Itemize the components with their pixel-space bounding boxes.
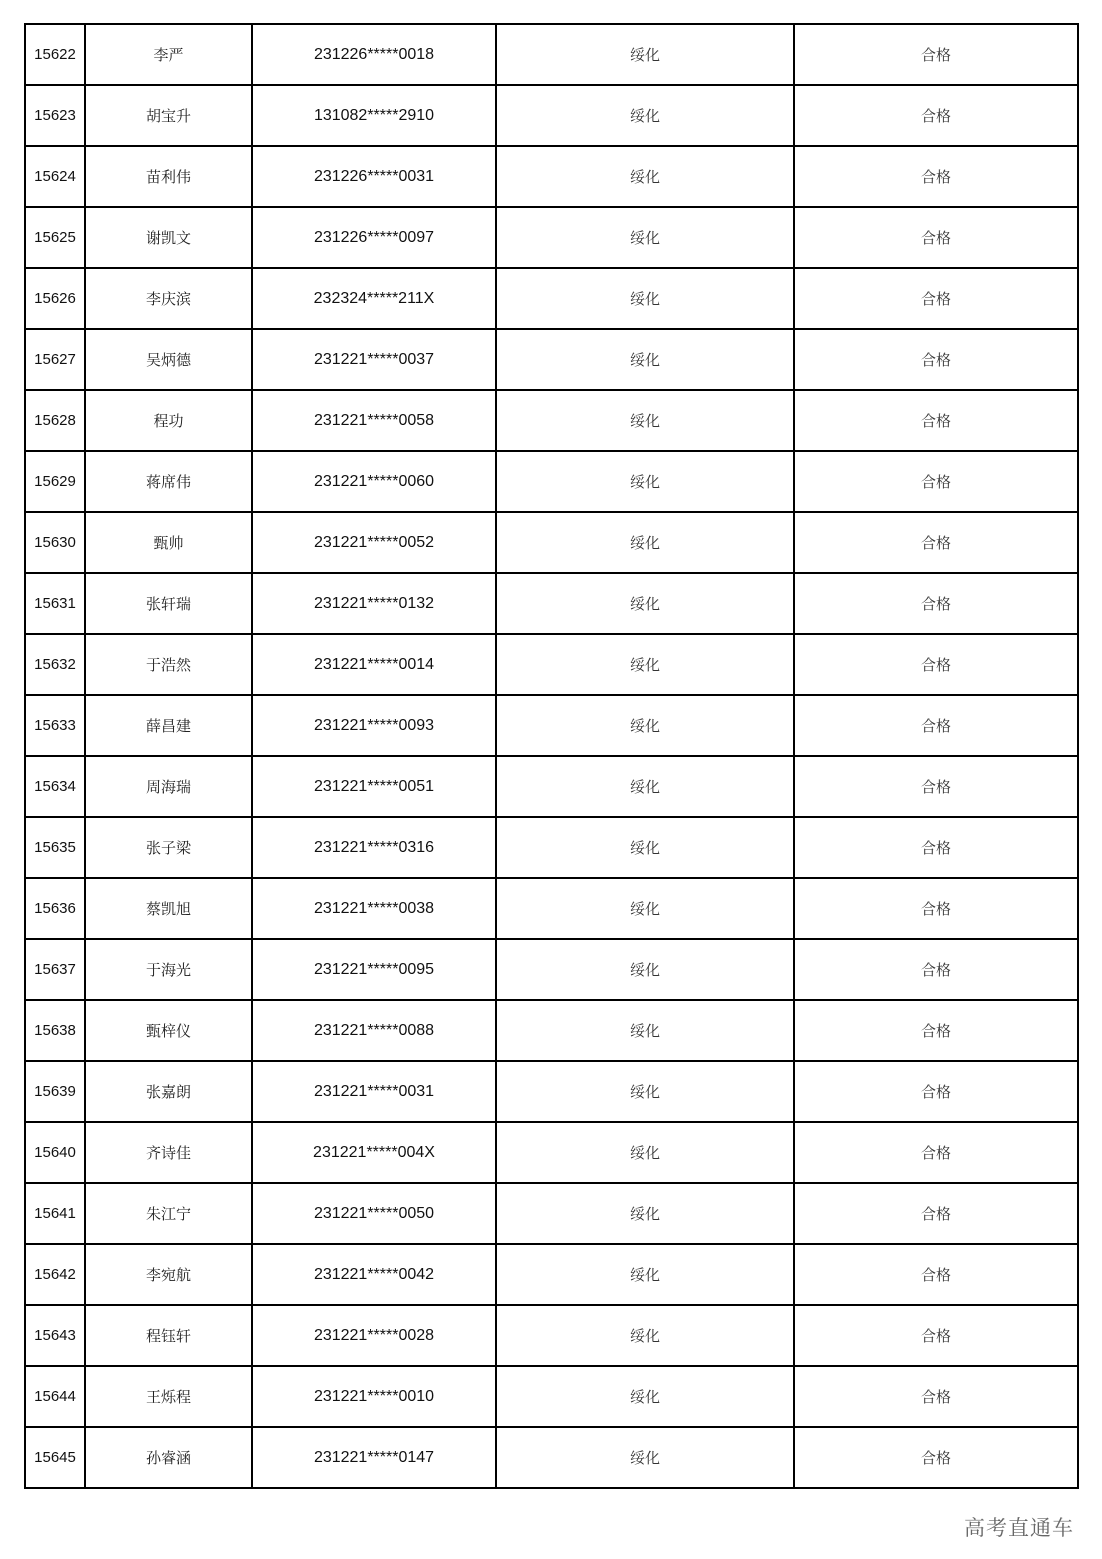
table-row bbox=[25, 329, 1078, 390]
region-cell: 绥化 bbox=[496, 85, 794, 146]
result-cell: 合格 bbox=[794, 1000, 1078, 1061]
name-cell: 朱江宁 bbox=[85, 1183, 252, 1244]
serial-number-cell: 15642 bbox=[25, 1244, 85, 1305]
result-cell: 合格 bbox=[794, 573, 1078, 634]
result-cell: 合格 bbox=[794, 1122, 1078, 1183]
serial-number-cell: 15645 bbox=[25, 1427, 85, 1488]
id-number-cell: 231221*****0037 bbox=[252, 329, 496, 390]
region-cell: 绥化 bbox=[496, 1000, 794, 1061]
result-cell: 合格 bbox=[794, 634, 1078, 695]
id-number-cell: 231226*****0097 bbox=[252, 207, 496, 268]
id-number-cell: 231221*****0088 bbox=[252, 1000, 496, 1061]
id-number-cell: 231221*****0132 bbox=[252, 573, 496, 634]
id-number-cell: 231221*****0058 bbox=[252, 390, 496, 451]
table-row bbox=[25, 512, 1078, 573]
name-cell: 谢凯文 bbox=[85, 207, 252, 268]
serial-number-cell: 15644 bbox=[25, 1366, 85, 1427]
result-cell: 合格 bbox=[794, 24, 1078, 85]
table-row bbox=[25, 634, 1078, 695]
table-row bbox=[25, 24, 1078, 85]
region-cell: 绥化 bbox=[496, 512, 794, 573]
name-cell: 张嘉朗 bbox=[85, 1061, 252, 1122]
serial-number-cell: 15628 bbox=[25, 390, 85, 451]
result-cell: 合格 bbox=[794, 268, 1078, 329]
serial-number-cell: 15626 bbox=[25, 268, 85, 329]
serial-number-cell: 15629 bbox=[25, 451, 85, 512]
region-cell: 绥化 bbox=[496, 146, 794, 207]
id-number-cell: 231221*****0028 bbox=[252, 1305, 496, 1366]
name-cell: 张子梁 bbox=[85, 817, 252, 878]
serial-number-cell: 15632 bbox=[25, 634, 85, 695]
result-cell: 合格 bbox=[794, 85, 1078, 146]
name-cell: 胡宝升 bbox=[85, 85, 252, 146]
name-cell: 程钰轩 bbox=[85, 1305, 252, 1366]
table-row bbox=[25, 1000, 1078, 1061]
result-cell: 合格 bbox=[794, 878, 1078, 939]
region-cell: 绥化 bbox=[496, 756, 794, 817]
serial-number-cell: 15634 bbox=[25, 756, 85, 817]
region-cell: 绥化 bbox=[496, 451, 794, 512]
serial-number-cell: 15639 bbox=[25, 1061, 85, 1122]
name-cell: 甄梓仪 bbox=[85, 1000, 252, 1061]
serial-number-cell: 15636 bbox=[25, 878, 85, 939]
result-cell: 合格 bbox=[794, 329, 1078, 390]
name-cell: 程功 bbox=[85, 390, 252, 451]
region-cell: 绥化 bbox=[496, 939, 794, 1000]
watermark-text: 高考直通车 bbox=[962, 1512, 1076, 1542]
table-row bbox=[25, 1366, 1078, 1427]
result-cell: 合格 bbox=[794, 390, 1078, 451]
id-number-cell: 231221*****0147 bbox=[252, 1427, 496, 1488]
name-cell: 薛昌建 bbox=[85, 695, 252, 756]
id-number-cell: 231221*****004X bbox=[252, 1122, 496, 1183]
id-number-cell: 231221*****0031 bbox=[252, 1061, 496, 1122]
name-cell: 齐诗佳 bbox=[85, 1122, 252, 1183]
id-number-cell: 231221*****0052 bbox=[252, 512, 496, 573]
name-cell: 于浩然 bbox=[85, 634, 252, 695]
table-row bbox=[25, 390, 1078, 451]
id-number-cell: 231221*****0038 bbox=[252, 878, 496, 939]
result-cell: 合格 bbox=[794, 1061, 1078, 1122]
id-number-cell: 231221*****0095 bbox=[252, 939, 496, 1000]
region-cell: 绥化 bbox=[496, 817, 794, 878]
result-cell: 合格 bbox=[794, 939, 1078, 1000]
result-cell: 合格 bbox=[794, 512, 1078, 573]
result-cell: 合格 bbox=[794, 695, 1078, 756]
table-row bbox=[25, 817, 1078, 878]
serial-number-cell: 15631 bbox=[25, 573, 85, 634]
result-cell: 合格 bbox=[794, 1427, 1078, 1488]
table-row bbox=[25, 573, 1078, 634]
id-number-cell: 231221*****0010 bbox=[252, 1366, 496, 1427]
serial-number-cell: 15630 bbox=[25, 512, 85, 573]
name-cell: 李严 bbox=[85, 24, 252, 85]
table-row bbox=[25, 1122, 1078, 1183]
id-number-cell: 231221*****0051 bbox=[252, 756, 496, 817]
name-cell: 蔡凯旭 bbox=[85, 878, 252, 939]
table-row bbox=[25, 268, 1078, 329]
result-cell: 合格 bbox=[794, 207, 1078, 268]
region-cell: 绥化 bbox=[496, 1244, 794, 1305]
serial-number-cell: 15623 bbox=[25, 85, 85, 146]
region-cell: 绥化 bbox=[496, 1183, 794, 1244]
result-cell: 合格 bbox=[794, 1244, 1078, 1305]
id-number-cell: 231221*****0060 bbox=[252, 451, 496, 512]
name-cell: 甄帅 bbox=[85, 512, 252, 573]
serial-number-cell: 15638 bbox=[25, 1000, 85, 1061]
table-row bbox=[25, 939, 1078, 1000]
name-cell: 苗利伟 bbox=[85, 146, 252, 207]
region-cell: 绥化 bbox=[496, 573, 794, 634]
name-cell: 李宛航 bbox=[85, 1244, 252, 1305]
name-cell: 李庆滨 bbox=[85, 268, 252, 329]
table-row bbox=[25, 1244, 1078, 1305]
result-cell: 合格 bbox=[794, 1183, 1078, 1244]
name-cell: 张轩瑞 bbox=[85, 573, 252, 634]
result-cell: 合格 bbox=[794, 1366, 1078, 1427]
region-cell: 绥化 bbox=[496, 207, 794, 268]
id-number-cell: 131082*****2910 bbox=[252, 85, 496, 146]
serial-number-cell: 15643 bbox=[25, 1305, 85, 1366]
region-cell: 绥化 bbox=[496, 878, 794, 939]
name-cell: 蒋席伟 bbox=[85, 451, 252, 512]
table-row bbox=[25, 451, 1078, 512]
id-number-cell: 231226*****0031 bbox=[252, 146, 496, 207]
table-row bbox=[25, 1427, 1078, 1488]
id-number-cell: 231221*****0014 bbox=[252, 634, 496, 695]
table-row bbox=[25, 695, 1078, 756]
serial-number-cell: 15627 bbox=[25, 329, 85, 390]
roster-table bbox=[24, 23, 1079, 1489]
id-number-cell: 232324*****211X bbox=[252, 268, 496, 329]
id-number-cell: 231221*****0093 bbox=[252, 695, 496, 756]
table-row bbox=[25, 1183, 1078, 1244]
table-row bbox=[25, 1305, 1078, 1366]
region-cell: 绥化 bbox=[496, 1305, 794, 1366]
region-cell: 绥化 bbox=[496, 1061, 794, 1122]
region-cell: 绥化 bbox=[496, 1427, 794, 1488]
id-number-cell: 231221*****0050 bbox=[252, 1183, 496, 1244]
serial-number-cell: 15637 bbox=[25, 939, 85, 1000]
region-cell: 绥化 bbox=[496, 1366, 794, 1427]
table-row bbox=[25, 85, 1078, 146]
table-row bbox=[25, 878, 1078, 939]
result-cell: 合格 bbox=[794, 146, 1078, 207]
serial-number-cell: 15624 bbox=[25, 146, 85, 207]
result-cell: 合格 bbox=[794, 817, 1078, 878]
serial-number-cell: 15641 bbox=[25, 1183, 85, 1244]
region-cell: 绥化 bbox=[496, 390, 794, 451]
result-cell: 合格 bbox=[794, 451, 1078, 512]
region-cell: 绥化 bbox=[496, 24, 794, 85]
name-cell: 于海光 bbox=[85, 939, 252, 1000]
name-cell: 王烁程 bbox=[85, 1366, 252, 1427]
id-number-cell: 231221*****0316 bbox=[252, 817, 496, 878]
serial-number-cell: 15622 bbox=[25, 24, 85, 85]
region-cell: 绥化 bbox=[496, 329, 794, 390]
roster-table-body bbox=[25, 24, 1078, 1488]
result-cell: 合格 bbox=[794, 756, 1078, 817]
region-cell: 绥化 bbox=[496, 1122, 794, 1183]
table-row bbox=[25, 207, 1078, 268]
id-number-cell: 231226*****0018 bbox=[252, 24, 496, 85]
serial-number-cell: 15635 bbox=[25, 817, 85, 878]
id-number-cell: 231221*****0042 bbox=[252, 1244, 496, 1305]
name-cell: 吴炳德 bbox=[85, 329, 252, 390]
table-row bbox=[25, 756, 1078, 817]
serial-number-cell: 15640 bbox=[25, 1122, 85, 1183]
table-row bbox=[25, 146, 1078, 207]
region-cell: 绥化 bbox=[496, 268, 794, 329]
name-cell: 孙睿涵 bbox=[85, 1427, 252, 1488]
table-row bbox=[25, 1061, 1078, 1122]
serial-number-cell: 15633 bbox=[25, 695, 85, 756]
result-cell: 合格 bbox=[794, 1305, 1078, 1366]
region-cell: 绥化 bbox=[496, 634, 794, 695]
region-cell: 绥化 bbox=[496, 695, 794, 756]
serial-number-cell: 15625 bbox=[25, 207, 85, 268]
name-cell: 周海瑞 bbox=[85, 756, 252, 817]
